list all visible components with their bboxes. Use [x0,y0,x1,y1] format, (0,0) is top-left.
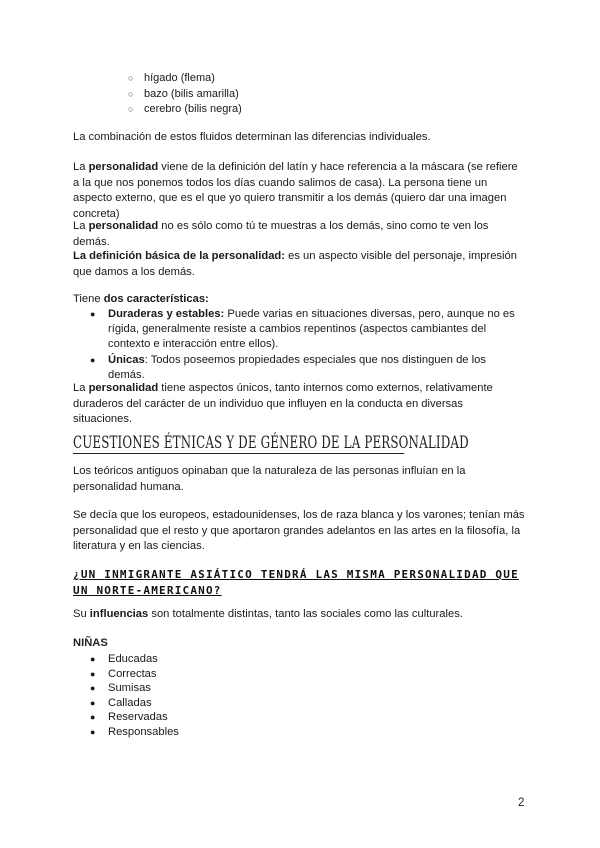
ninas-list [84,652,179,740]
list-item: ● Educadas [90,653,158,665]
filled-bullet-icon: ● [90,726,96,737]
filled-bullet-icon: ● [90,654,96,664]
filled-bullet-icon: ● [90,697,96,708]
filled-bullet-icon: ● [90,683,96,694]
list-item: ● Responsables [90,725,179,738]
filled-bullet-icon: ● [90,712,96,723]
list-item: ○ cerebro (bilis negra) [128,102,242,118]
paragraph-teoricos: Los teóricos antiguos opinaban que la naturaleza de las personas influían en la personalidad humana. [73,465,466,493]
humor-list [128,71,242,118]
section-heading: CUESTIONES ÉTNICAS Y DE GÉNERO DE LA PERSONALIDAD [73,433,469,452]
list-item: ● Sumisas [90,682,151,695]
list-item: ● Correctas [90,667,157,680]
paragraph-como-te-ven: La personalidad no es sólo como tú te muestras a los demás, sino como te ven los demás. [73,220,489,248]
ninas-title: NIÑAS [73,637,108,649]
circle-bullet-icon: ○ [128,104,134,114]
list-item: ○ bazo (bilis amarilla) [128,87,242,103]
filled-bullet-icon: ● [90,309,96,319]
list-item: ○ hígado (flema) [128,71,242,87]
caracteristicas-list [84,307,524,383]
paragraph-definicion-basica: La definición básica de la personalidad: es un aspecto visible del personaje, impresión que damos a los demás. [73,250,517,278]
paragraph-fluidos: La combinación de estos fluidos determinan las diferencias individuales. [73,131,431,143]
list-item: ● Calladas [90,696,152,709]
question-heading: ¿UN INMIGRANTE ASIÁTICO TENDRÁ LAS MISMA PERSONALIDAD QUE UN NORTE-AMERICANO? [73,568,519,597]
list-item: ● Reservadas [90,711,168,724]
paragraph-influencias: Su influencias son totalmente distintas, tanto las sociales como las culturales. [73,608,463,620]
circle-bullet-icon: ○ [128,88,134,99]
paragraph-definicion: La personalidad viene de la definición del latín y hace referencia a la máscara (se refiere a la que nos ponemos todos los días cuando salimos de casa). La persona tiene un aspecto externo, que es el que yo quiero transmitir a los demás (quiero dar una imagen concreta) [73,161,518,220]
page-number: 2 [518,797,525,809]
paragraph-resumen: La personalidad tiene aspectos únicos, tanto internos como externos, relativamente duraderos del carácter de un individuo que influyen en la conducta en diversas situaciones. [73,382,493,426]
filled-bullet-icon: ● [90,668,96,679]
list-item: ● Únicas: Todos poseemos propiedades especiales que nos distinguen de los demás. [90,353,486,381]
paragraph-tiene: Tiene dos características: [73,293,209,305]
circle-bullet-icon: ○ [128,73,134,83]
filled-bullet-icon: ● [90,354,96,365]
paragraph-europeos: Se decía que los europeos, estadounidenses, los de raza blanca y los varones; tenían más personalidad que el resto y que aportaron grandes adelantos en las artes en la filosofía, la literatura y en las ciencias. [73,509,525,553]
list-item: ● Duraderas y estables: Puede varias en situaciones diversas, pero, aunque no es rígida, generalmente resiste a cambios repentinos (aspectos cambiantes del contexto e interacción entre ellos). [90,308,515,351]
